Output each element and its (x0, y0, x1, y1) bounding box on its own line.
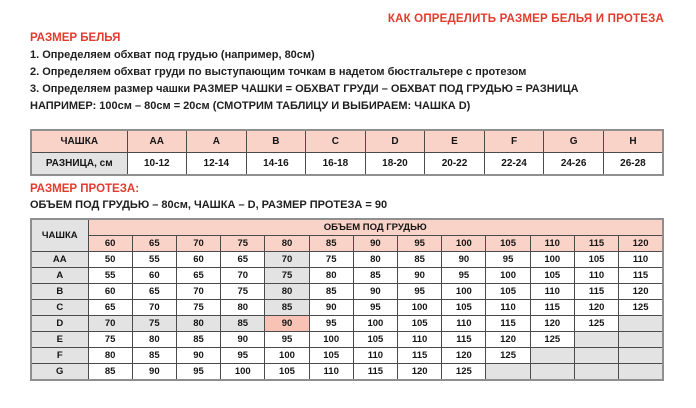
empty-cell (619, 332, 663, 348)
volume-header-cell: 65 (132, 236, 176, 252)
size-value-cell: 85 (353, 268, 397, 284)
size-value-cell: 80 (88, 348, 132, 364)
empty-cell (530, 364, 574, 381)
cup-label-cell: AA (31, 252, 88, 268)
size-value-cell: 75 (88, 332, 132, 348)
empty-cell (574, 348, 618, 364)
prosthesis-size-table (30, 218, 664, 381)
size-value-cell: 110 (353, 348, 397, 364)
cup-label-cell: C (31, 300, 88, 316)
result-size-cell: 90 (265, 316, 309, 332)
size-value-cell: 110 (442, 316, 486, 332)
size-value-cell: 100 (353, 316, 397, 332)
empty-cell (574, 332, 618, 348)
difference-cell: 26-28 (603, 153, 663, 176)
size-value-cell: 110 (398, 332, 442, 348)
underbust-volume-header: ОБЪЕМ ПОД ГРУДЬЮ (88, 219, 663, 236)
instruction-step: НАПРИМЕР: 100см – 80см = 20см (СМОТРИМ ТАБЛИЦУ И ВЫБИРАЕМ: ЧАШКА D) (30, 100, 471, 112)
empty-cell (619, 364, 663, 381)
size-table-row (31, 300, 663, 316)
volume-header-cell: 85 (309, 236, 353, 252)
empty-cell (574, 364, 618, 381)
size-value-cell: 85 (265, 300, 309, 316)
size-value-cell: 110 (309, 364, 353, 381)
size-value-cell: 95 (442, 268, 486, 284)
cup-row-label: ЧАШКА (31, 130, 127, 153)
size-value-cell: 75 (221, 284, 265, 300)
instruction-step: 3. Определяем размер чашки РАЗМЕР ЧАШКИ = ОБХВАТ ГРУДИ – ОБХВАТ ПОД ГРУДЬЮ = РАЗНИЦА (30, 83, 579, 95)
size-value-cell: 95 (309, 316, 353, 332)
size-value-cell: 100 (442, 284, 486, 300)
size-value-cell: 115 (398, 348, 442, 364)
size-value-cell: 95 (398, 284, 442, 300)
size-value-cell: 80 (309, 268, 353, 284)
instruction-step: 2. Определяем обхват груди по выступающим точкам в надетом бюстгальтере с протезом (30, 66, 527, 78)
volume-header-cell: 70 (176, 236, 220, 252)
size-value-cell: 105 (486, 284, 530, 300)
size-value-cell: 65 (88, 300, 132, 316)
size-value-cell: 90 (353, 284, 397, 300)
size-value-cell: 100 (221, 364, 265, 381)
size-table-row (31, 252, 663, 268)
size-value-cell: 100 (530, 252, 574, 268)
instruction-steps (30, 47, 664, 115)
cup-label-cell: B (31, 284, 88, 300)
size-value-cell: 65 (132, 284, 176, 300)
cup-label-cell: A (31, 268, 88, 284)
size-value-cell: 105 (265, 364, 309, 381)
cup-label-cell: G (31, 364, 88, 381)
difference-cell: 10-12 (127, 153, 187, 176)
cup-header-cell: H (603, 130, 663, 153)
size-value-cell: 80 (265, 284, 309, 300)
volume-header-cell: 100 (442, 236, 486, 252)
size-value-cell: 125 (530, 332, 574, 348)
size-value-cell: 120 (619, 284, 663, 300)
size-value-cell: 95 (221, 348, 265, 364)
difference-cell: 14-16 (246, 153, 306, 176)
size-value-cell: 125 (442, 364, 486, 381)
size-value-cell: 115 (486, 316, 530, 332)
size-value-cell: 120 (398, 364, 442, 381)
size-value-cell: 70 (176, 284, 220, 300)
size-value-cell: 100 (398, 300, 442, 316)
prosthesis-example-line: ОБЪЕМ ПОД ГРУДЬЮ – 80см, ЧАШКА – D, РАЗМЕР ПРОТЕЗА = 90 (30, 199, 388, 211)
cup-header-cell: A (187, 130, 247, 153)
empty-cell (619, 348, 663, 364)
volume-header-cell: 75 (221, 236, 265, 252)
size-value-cell: 90 (132, 364, 176, 381)
size-value-cell: 120 (530, 316, 574, 332)
difference-cell: 16-18 (306, 153, 366, 176)
size-value-cell: 85 (398, 252, 442, 268)
size-value-cell: 105 (309, 348, 353, 364)
cup-header-cell: D (365, 130, 425, 153)
lingerie-size-heading: РАЗМЕР БЕЛЬЯ (30, 32, 121, 44)
size-value-cell: 75 (265, 268, 309, 284)
size-value-cell: 120 (574, 300, 618, 316)
volume-header-cell: 115 (574, 236, 618, 252)
empty-cell (486, 364, 530, 381)
size-value-cell: 80 (353, 252, 397, 268)
size-value-cell: 90 (442, 252, 486, 268)
volume-header-cell: 120 (619, 236, 663, 252)
size-value-cell: 115 (442, 332, 486, 348)
size-value-cell: 95 (265, 332, 309, 348)
size-value-cell: 105 (353, 332, 397, 348)
size-value-cell: 115 (530, 300, 574, 316)
size-value-cell: 75 (309, 252, 353, 268)
cup-header-cell: G (544, 130, 604, 153)
size-value-cell: 105 (530, 268, 574, 284)
size-value-cell: 70 (132, 300, 176, 316)
size-value-cell: 100 (486, 268, 530, 284)
size-value-cell: 95 (353, 300, 397, 316)
size-value-cell: 105 (442, 300, 486, 316)
cup-header-cell: C (306, 130, 366, 153)
size-value-cell: 105 (398, 316, 442, 332)
size-value-cell: 115 (574, 284, 618, 300)
size-value-cell: 115 (353, 364, 397, 381)
difference-cell: 18-20 (365, 153, 425, 176)
difference-cell: 12-14 (187, 153, 247, 176)
volume-header-cell: 60 (88, 236, 132, 252)
size-value-cell: 85 (221, 316, 265, 332)
instruction-step: 1. Определяем обхват под грудью (например, 80см) (30, 49, 315, 61)
size-value-cell: 80 (132, 332, 176, 348)
difference-cell: 20-22 (425, 153, 485, 176)
size-value-cell: 80 (176, 316, 220, 332)
size-value-cell: 90 (221, 332, 265, 348)
size-value-cell: 110 (574, 268, 618, 284)
size-value-cell: 105 (574, 252, 618, 268)
cup-label-cell: E (31, 332, 88, 348)
size-table-row (31, 332, 663, 348)
volume-header-cell: 80 (265, 236, 309, 252)
volume-header-cell: 90 (353, 236, 397, 252)
empty-cell (530, 348, 574, 364)
difference-row-label: РАЗНИЦА, см (31, 153, 127, 176)
cup-difference-table (30, 129, 664, 176)
difference-cell: 24-26 (544, 153, 604, 176)
size-value-cell: 90 (398, 268, 442, 284)
size-table-row (31, 364, 663, 381)
cup-label-cell: F (31, 348, 88, 364)
size-value-cell: 60 (132, 268, 176, 284)
size-table-row (31, 268, 663, 284)
cup-label-cell: D (31, 316, 88, 332)
page-title: КАК ОПРЕДЕЛИТЬ РАЗМЕР БЕЛЬЯ И ПРОТЕЗА (387, 13, 664, 25)
volume-header-cell: 95 (398, 236, 442, 252)
size-value-cell: 60 (176, 252, 220, 268)
difference-cell: 22-24 (484, 153, 544, 176)
size-value-cell: 75 (176, 300, 220, 316)
cup-header-cell: F (484, 130, 544, 153)
size-value-cell: 100 (309, 332, 353, 348)
size-value-cell: 125 (486, 348, 530, 364)
size-value-cell: 90 (309, 300, 353, 316)
size-value-cell: 120 (442, 348, 486, 364)
volume-header-cell: 105 (486, 236, 530, 252)
size-value-cell: 55 (88, 268, 132, 284)
size-value-cell: 90 (176, 348, 220, 364)
size-value-cell: 110 (619, 252, 663, 268)
size-value-cell: 60 (88, 284, 132, 300)
size-table-row (31, 284, 663, 300)
cup-header-cell: B (246, 130, 306, 153)
size-value-cell: 125 (619, 300, 663, 316)
size-value-cell: 95 (176, 364, 220, 381)
size-value-cell: 100 (265, 348, 309, 364)
size-value-cell: 70 (88, 316, 132, 332)
size-value-cell: 95 (486, 252, 530, 268)
volume-header-cell: 110 (530, 236, 574, 252)
size-value-cell: 55 (132, 252, 176, 268)
size-table-row (31, 348, 663, 364)
size-value-cell: 50 (88, 252, 132, 268)
size-value-cell: 70 (265, 252, 309, 268)
cup-header-cell: E (425, 130, 485, 153)
size-value-cell: 120 (486, 332, 530, 348)
size-value-cell: 110 (530, 284, 574, 300)
size-value-cell: 65 (221, 252, 265, 268)
size-value-cell: 110 (486, 300, 530, 316)
size-value-cell: 85 (176, 332, 220, 348)
size-table-row (31, 316, 663, 332)
size-value-cell: 125 (574, 316, 618, 332)
empty-cell (619, 316, 663, 332)
size-value-cell: 85 (132, 348, 176, 364)
size-value-cell: 115 (619, 268, 663, 284)
size-value-cell: 85 (88, 364, 132, 381)
size-value-cell: 70 (221, 268, 265, 284)
size-value-cell: 65 (176, 268, 220, 284)
size-value-cell: 75 (132, 316, 176, 332)
size-value-cell: 85 (309, 284, 353, 300)
size-value-cell: 80 (221, 300, 265, 316)
cup-header-cell: AA (127, 130, 187, 153)
prosthesis-size-heading: РАЗМЕР ПРОТЕЗА: (30, 183, 140, 195)
cup-corner-label: ЧАШКА (31, 219, 88, 252)
